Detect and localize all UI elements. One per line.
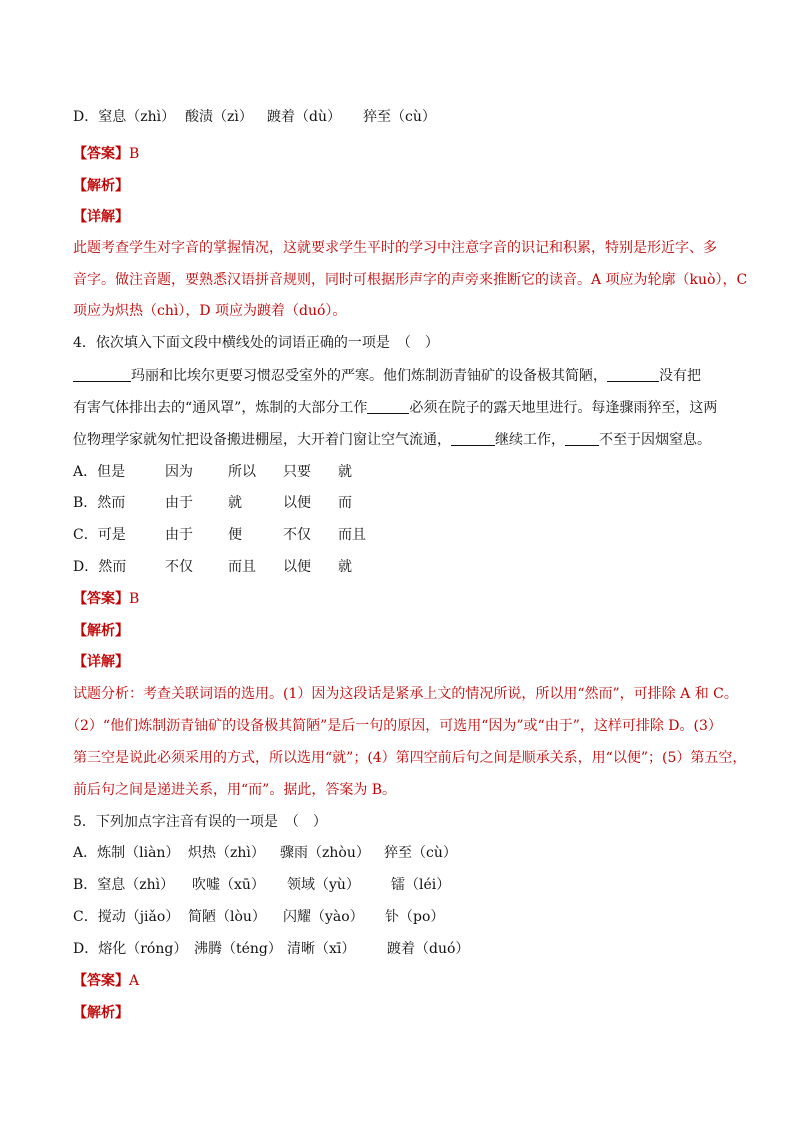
q5-option-item: 闪耀（yào） <box>283 909 364 925</box>
q3-option-d <box>73 107 436 127</box>
q3-analysis-tag <box>73 176 129 196</box>
q4-option-item: 由于 <box>165 495 193 511</box>
analysis-tag: 【解析】 <box>73 178 129 194</box>
q5-analysis-tag <box>73 1003 129 1023</box>
q4-explain-line: 试题分析：考查关联词语的选用。(1）因为这段话是紧承上文的情况所说，所以用“然而”，可排除 A 和 C。 <box>73 686 738 702</box>
q4-passage-text: 没有把 <box>659 368 701 384</box>
answer-tag: 【答案】 <box>73 146 129 162</box>
analysis-tag: 【解析】 <box>73 623 129 639</box>
fill-blank <box>607 367 659 382</box>
q5-option-d <box>73 939 469 959</box>
q4-explain-line: 前后句之间是递进关系，用“而”。据此，答案为 B。 <box>73 782 397 798</box>
q4-passage-text: 有害气体排出去的“通风罩”，炼制的大部分工作 <box>73 400 368 416</box>
q4-option-item: 以便 <box>283 559 311 575</box>
q5-option-item: 钋（po） <box>385 909 445 925</box>
q4-passage-text: 位物理学家就匆忙把设备搬进棚屋，大开着门窗让空气流通， <box>73 432 451 448</box>
q5-option-item: A．炼制（liàn） <box>73 845 180 861</box>
q4-option-item: 就 <box>228 495 242 511</box>
q5-option-item: 简陋（lòu） <box>188 909 266 925</box>
q4-option-item: 而且 <box>228 559 256 575</box>
detail-tag: 【详解】 <box>73 654 129 670</box>
q3-explain-line: 项应为炽热（chì），D 项应为踱着（duó）。 <box>73 303 347 319</box>
q5-option-a <box>73 843 457 863</box>
q4-stem: 4．依次填入下面文段中横线处的词语正确的一项是 （ ） <box>73 335 439 351</box>
q4-passage-line <box>73 366 701 386</box>
q5-stem: 5．下列加点字注音有误的一项是 （ ） <box>73 814 327 830</box>
q3-option-d-item: 踱着（dù） <box>267 109 341 125</box>
fill-blank <box>451 431 495 446</box>
q5-option-item: C．搅动（jiǎo） <box>73 909 180 925</box>
q4-passage-text: 继续工作， <box>495 432 565 448</box>
q4-option-item: 以便 <box>283 495 311 511</box>
q5-option-item: 清晰（xī） <box>287 941 356 957</box>
q4-passage-line <box>73 430 711 450</box>
q3-detail-tag <box>73 207 129 227</box>
q4-option-item: 由于 <box>165 527 193 543</box>
q4-option-item: 所以 <box>228 464 256 480</box>
q4-detail-tag <box>73 652 129 672</box>
q4-option-item: 就 <box>338 559 352 575</box>
q4-passage-text: 不至于因烟窒息。 <box>599 432 711 448</box>
analysis-tag: 【解析】 <box>73 1005 129 1021</box>
q4-option-item: D．然而 <box>73 559 127 575</box>
q5-option-item: 踱着（duó） <box>387 941 470 957</box>
q4-option-item: 而 <box>338 495 352 511</box>
q5-option-item: 领域（yù） <box>287 877 360 893</box>
q5-option-c <box>73 907 444 927</box>
q4-answer <box>73 589 139 609</box>
q5-option-item: D．熔化（róng） <box>73 941 188 957</box>
q4-option-item: 只要 <box>283 464 311 480</box>
q4-passage-text: 必须在院子的露天地里进行。每逢骤雨猝至，这两 <box>409 400 718 416</box>
q5-option-b <box>73 875 450 895</box>
q4-option-b <box>73 493 352 513</box>
answer-tag: 【答案】 <box>73 591 129 607</box>
q5-option-item: 沸腾（téng） <box>194 941 282 957</box>
q4-option-d <box>73 557 352 577</box>
q5-option-item: 吹嘘（xū） <box>192 877 265 893</box>
q4-explain-line: 第三空是说此必须采用的方式，所以选用“就”；(4）第四空前后句之间是顺承关系，用“以便”；(5）第五空， <box>73 750 747 766</box>
q3-explain-line: 此题考查学生对字音的掌握情况，这就要求学生平时的学习中注意字音的识记和积累，特别是形近字、多 <box>73 240 717 256</box>
q3-explain-line: 音字。做注音题，要熟悉汉语拼音规则，同时可根据形声字的声旁来推断它的读音。A 项应为轮廓（kuò），C <box>73 272 748 288</box>
q4-analysis-tag <box>73 621 129 641</box>
q4-option-item: 就 <box>338 464 352 480</box>
answer-tag: 【答案】 <box>73 973 129 989</box>
q4-option-item: 因为 <box>165 464 193 480</box>
q4-option-item: 便 <box>228 527 242 543</box>
answer-value: B <box>129 146 140 162</box>
q5-option-item: 骤雨（zhòu） <box>280 845 370 861</box>
q3-option-d-item: 酸渍（zì） <box>185 109 253 125</box>
q5-option-item: B．窒息（zhì） <box>73 877 175 893</box>
answer-value: A <box>129 973 140 989</box>
q4-option-a <box>73 462 352 482</box>
q4-option-item: 而且 <box>338 527 366 543</box>
fill-blank <box>73 367 131 382</box>
answer-value: B <box>129 591 140 607</box>
q5-option-item: 炽热（zhì） <box>188 845 265 861</box>
q4-option-item: 不仅 <box>165 559 193 575</box>
detail-tag: 【详解】 <box>73 209 129 225</box>
q4-explain-line: （2）“他们炼制沥青铀矿的设备极其简陋”是后一句的原因，可选用“因为”或“由于”，这样可排除 D。(3） <box>66 718 722 734</box>
q4-option-item: C．可是 <box>73 527 126 543</box>
q4-passage-line <box>73 398 717 418</box>
q4-option-item: 不仅 <box>283 527 311 543</box>
q5-option-item: 猝至（cù） <box>384 845 457 861</box>
q5-option-item: 镭（léi） <box>391 877 451 893</box>
q3-option-d-item: 猝至（cù） <box>363 109 436 125</box>
q3-option-d-item: D．窒息（zhì） <box>73 109 176 125</box>
q4-option-item: B．然而 <box>73 495 126 511</box>
q3-answer <box>73 144 139 164</box>
q5-answer <box>73 971 139 991</box>
q4-passage-text: 玛丽和比埃尔更要习惯忍受室外的严寒。他们炼制沥青铀矿的设备极其简陋， <box>131 368 607 384</box>
fill-blank <box>367 399 409 414</box>
fill-blank <box>565 431 599 446</box>
q4-option-item: A．但是 <box>73 464 126 480</box>
q4-option-c <box>73 525 366 545</box>
